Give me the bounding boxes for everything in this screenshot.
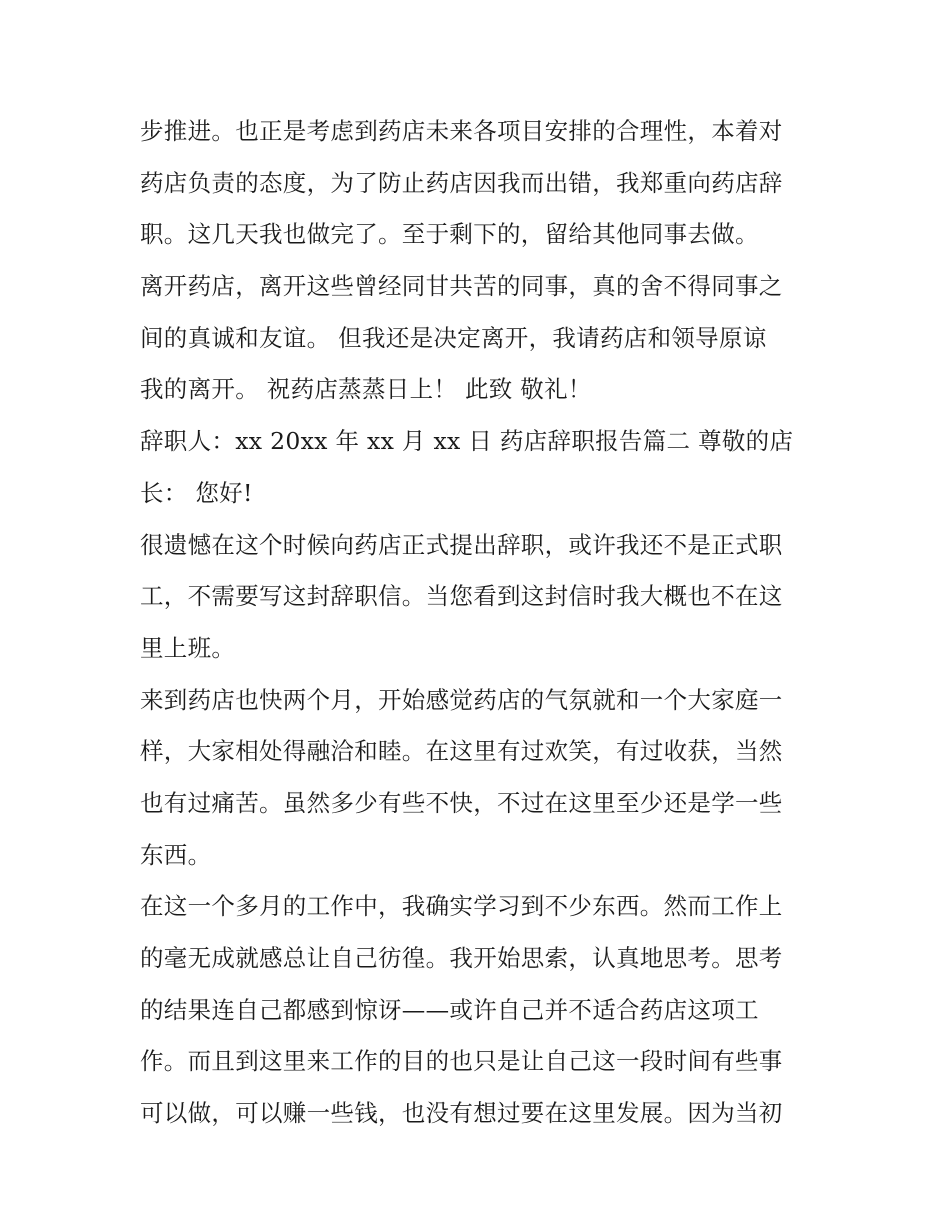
text-line: 的结果连自己都感到惊讶——或许自己并不适合药店这项工 <box>140 995 759 1024</box>
text-line: 离开药店，离开这些曾经同甘共苦的同事，真的舍不得同事之 <box>140 272 783 301</box>
text-line: 样，大家相处得融洽和睦。在这里有过欢笑，有过收获，当然 <box>140 737 783 766</box>
text-line: 来到药店也快两个月，开始感觉药店的气氛就和一个大家庭一 <box>140 685 783 714</box>
text-line: 工，不需要写这封辞职信。当您看到这封信时我大概也不在这 <box>140 582 783 611</box>
text-line: 里上班。 <box>140 633 236 662</box>
text-line: 药店负责的态度，为了防止药店因我而出错，我郑重向药店辞 <box>140 168 783 197</box>
text-line: 间的真诚和友谊。 但我还是决定离开，我请药店和领导原谅 <box>140 323 767 352</box>
text-line: 长： 您好! <box>140 478 253 507</box>
text-line: 在这一个多月的工作中，我确实学习到不少东西。然而工作上 <box>140 892 783 921</box>
document-body <box>140 106 820 1140</box>
text-line: 步推进。也正是考虑到药店未来各项目安排的合理性，本着对 <box>140 117 783 145</box>
text-line: 作。而且到这里来工作的目的也只是让自己这一段时间有些事 <box>140 1047 783 1076</box>
text-line: 东西。 <box>140 840 212 869</box>
text-line: 很遗憾在这个时候向药店正式提出辞职，或许我还不是正式职 <box>140 530 783 559</box>
text-line: 辞职人：xx 20xx 年 xx 月 xx 日 药店辞职报告篇二 尊敬的店 <box>140 427 794 456</box>
text-line: 我的离开。 祝药店蒸蒸日上！ 此致 敬礼！ <box>140 375 592 404</box>
text-line: 可以做，可以赚一些钱，也没有想过要在这里发展。因为当初 <box>140 1099 783 1128</box>
text-line: 的毫无成就感总让自己彷徨。我开始思索，认真地思考。思考 <box>140 944 783 972</box>
text-line: 也有过痛苦。虽然多少有些不快，不过在这里至少还是学一些 <box>140 788 783 817</box>
text-line: 职。这几天我也做完了。至于剩下的，留给其他同事去做。 <box>140 220 759 249</box>
